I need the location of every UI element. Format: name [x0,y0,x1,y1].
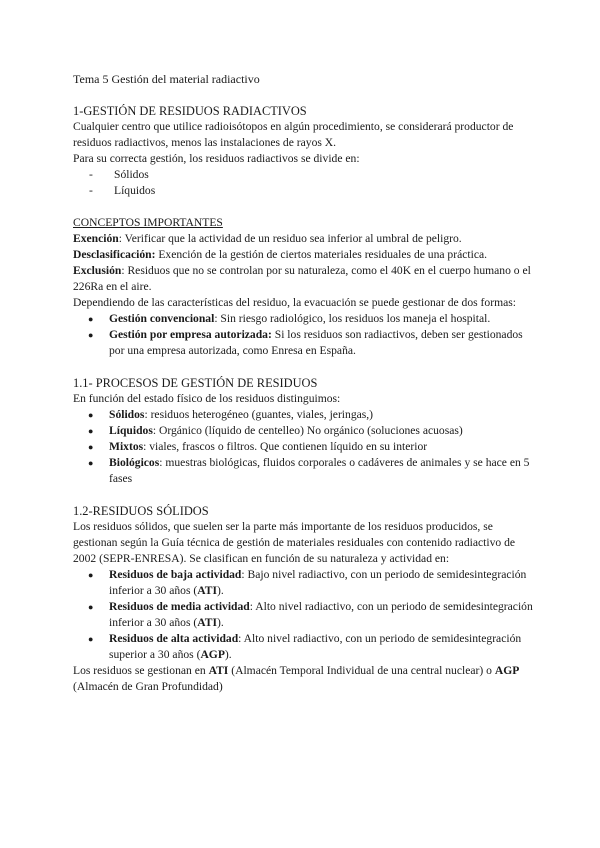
section-heading: 1-GESTIÓN DE RESIDUOS RADIACTIVOS [73,104,307,118]
list-item: ● Residuos de baja actividad: Bajo nivel radiactivo, con un periodo de semidesintegración inferior a 30 años (ATI). [88,567,540,599]
section-residuos-solidos [73,503,540,695]
list-item: - Líquidos [89,184,156,197]
paragraph: En función del estado físico de los residuos distinguimos: [73,392,341,405]
bullet-list [73,567,540,663]
definition-exclusion: Exclusión: Residuos que no se controlan por su naturaleza, como el 40K en el cuerpo humano o el 226Ra en el aire. [73,264,531,293]
bullet-list [73,407,540,487]
closing-paragraph: Los residuos se gestionan en ATI (Almacén Temporal Individual de una central nuclear) o AGP (Almacén de Gran Profundidad) [73,664,520,693]
list-item: ● Biológicos: muestras biológicas, fluidos corporales o cadáveres de animales y se hace en 5 fases [88,455,540,487]
section-heading: CONCEPTOS IMPORTANTES [73,216,223,229]
bullet-list [73,311,540,359]
list-item: ● Gestión convencional: Sin riesgo radiológico, los residuos los maneja el hospital. [88,311,540,327]
list-item: ● Residuos de alta actividad: Alto nivel radiactivo, con un periodo de semidesintegración superior a 30 años (AGP). [88,631,540,663]
paragraph: Cualquier centro que utilice radioisótopos en algún procedimiento, se considerará productor de residuos radiactivos, menos las instalaciones de rayos X. [73,120,514,149]
paragraph: Para su correcta gestión, los residuos radiactivos se divide en: [73,152,360,165]
paragraph: Los residuos sólidos, que suelen ser la parte más importante de los residuos producidos, se gestionan según la Guía técnica de gestión de materiales residuales con contenido radiactivo de 2002 (SEPR-ENRESA). Se clasifican en función de su naturaleza y actividad en: [73,520,516,565]
section-conceptos [73,215,540,359]
list-item: ● Líquidos: Orgánico (líquido de centelleo) No orgánico (soluciones acuosas) [88,423,540,439]
list-item: ● Mixtos: viales, frascos o filtros. Que contienen líquido en su interior [88,439,540,455]
definition-exencion: Exención: Verificar que la actividad de un residuo sea inferior al umbral de peligro. [73,232,462,245]
section-gestion-residuos [73,103,540,199]
list-item: - Sólidos [89,168,149,181]
list-item: ● Sólidos: residuos heterogéneo (guantes, viales, jeringas,) [88,407,540,423]
section-heading: 1.1- PROCESOS DE GESTIÓN DE RESIDUOS [73,376,318,390]
section-heading: 1.2-RESIDUOS SÓLIDOS [73,504,209,518]
list-item: ● Gestión por empresa autorizada: Si los residuos son radiactivos, deben ser gestionados por una empresa autorizada, como Enresa en España. [88,327,540,359]
document-title: Tema 5 Gestión del material radiactivo [73,72,260,86]
section-procesos [73,375,540,487]
list-item: ● Residuos de media actividad: Alto nivel radiactivo, con un periodo de semidesintegración inferior a 30 años (ATI). [88,599,540,631]
paragraph: Dependiendo de las características del residuo, la evacuación se puede gestionar de dos formas: [73,296,516,309]
definition-desclasificacion: Desclasificación: Exención de la gestión de ciertos materiales residuales de una práctica. [73,248,488,261]
dash-list [73,167,540,199]
